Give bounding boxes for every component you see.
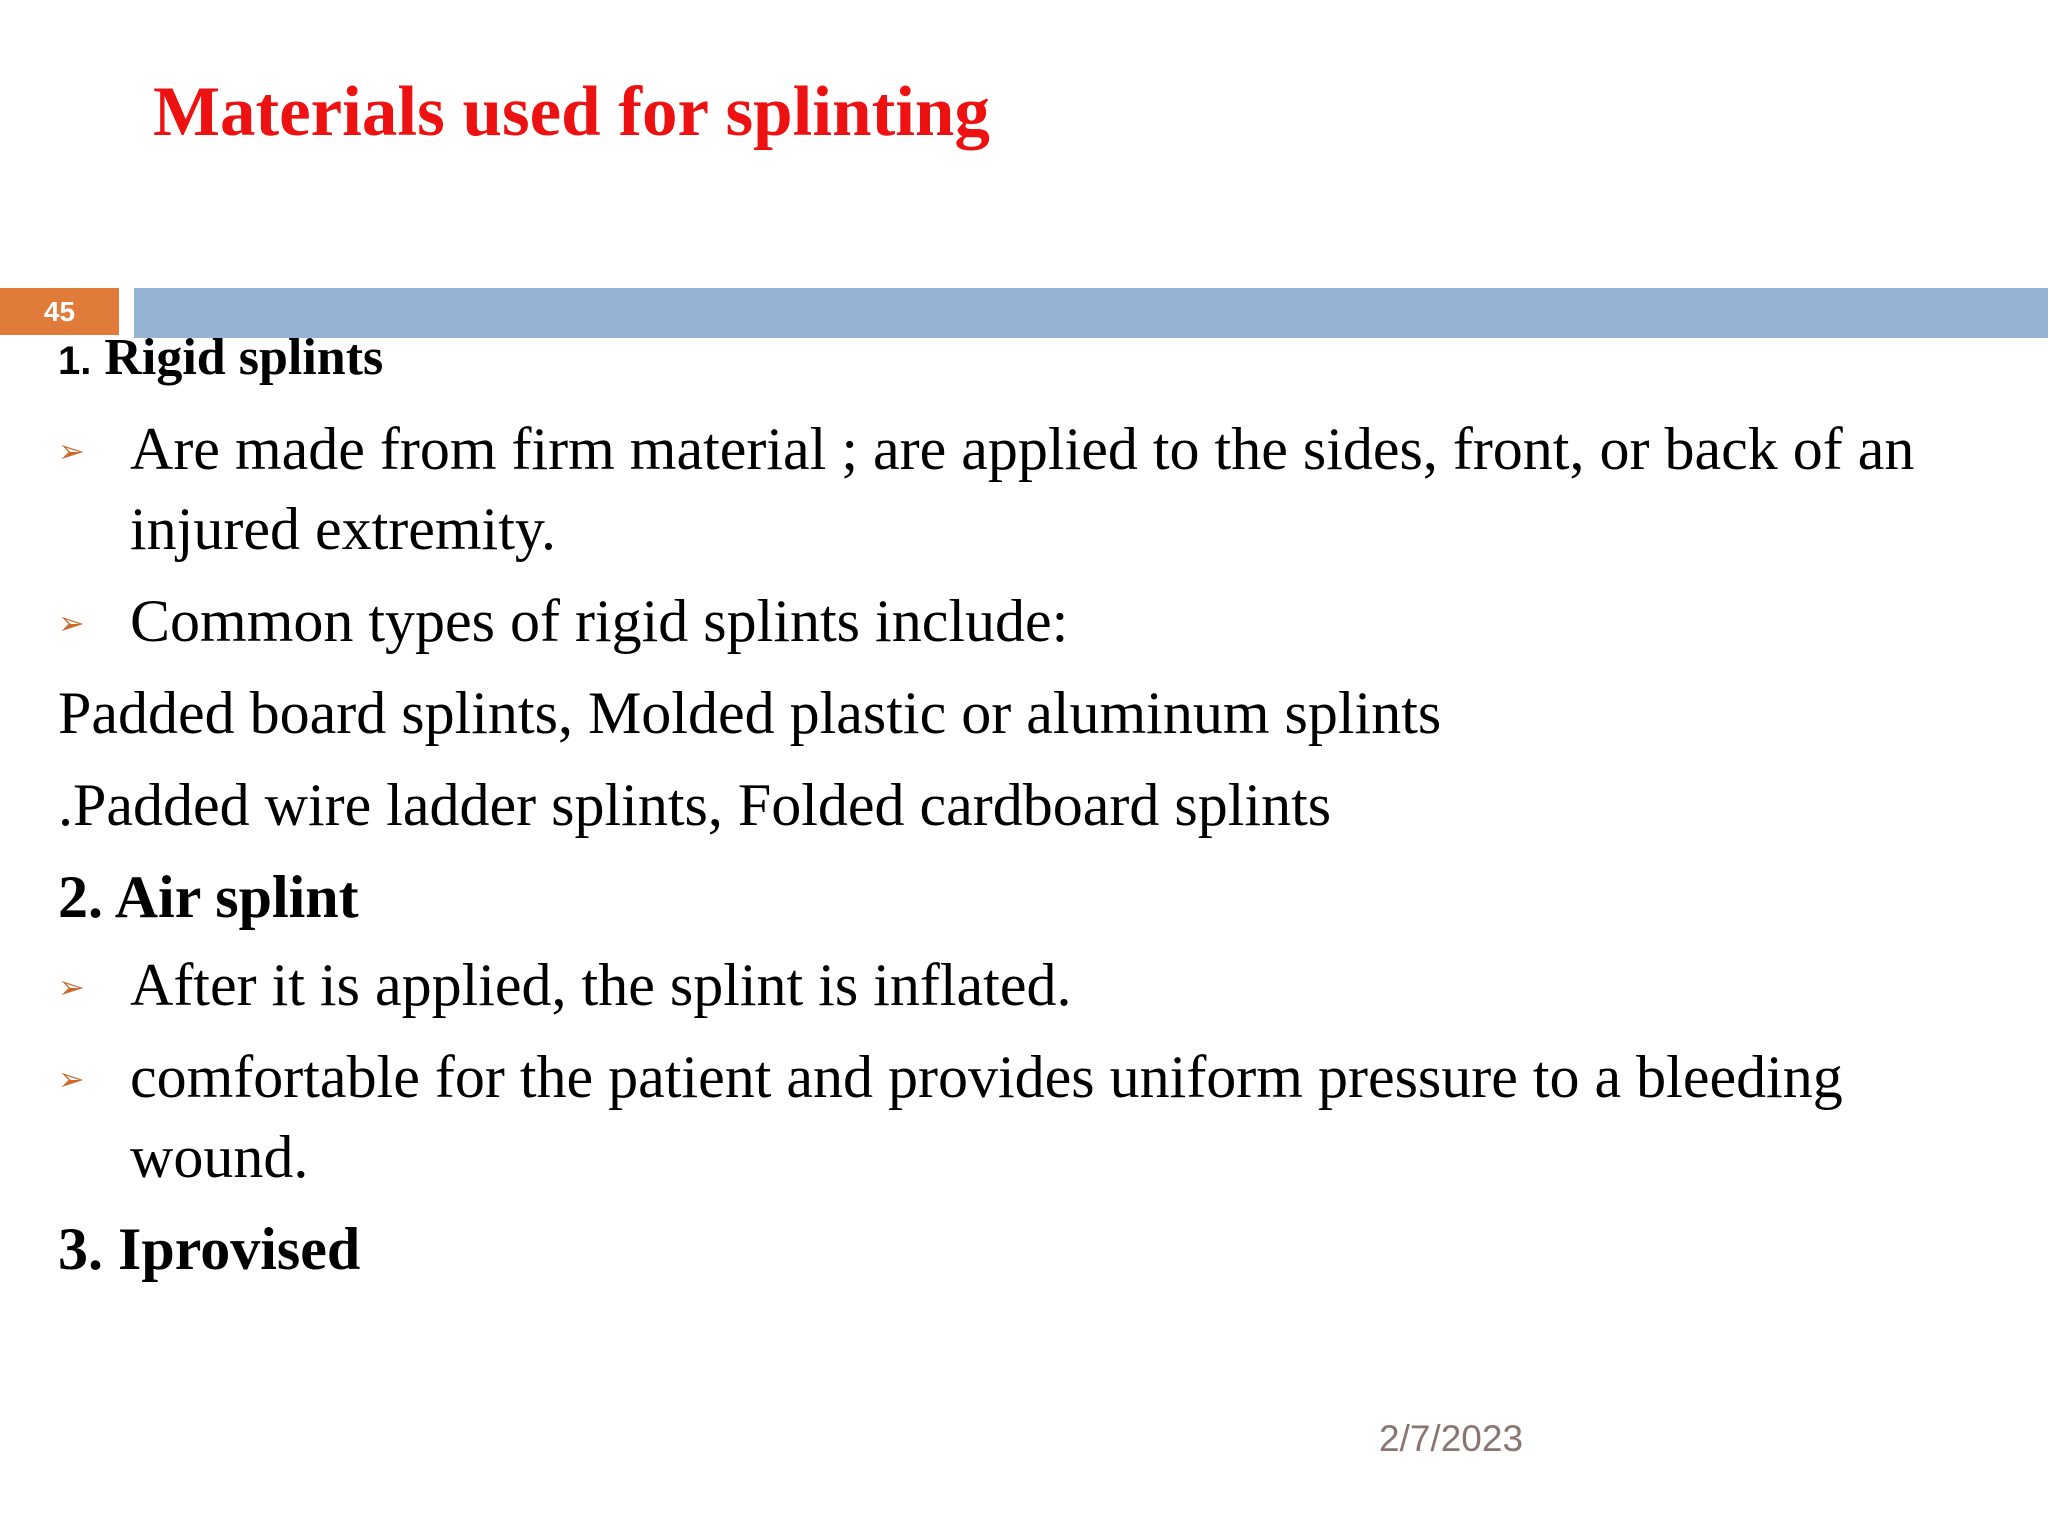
bullet-item [58,945,1958,1025]
heading-improvised: 3. Iprovised [58,1216,361,1282]
slide-number: 45 [43,295,76,327]
arrow-bullet-icon: ➢ [58,968,85,1006]
slide-title: Materials used for splinting [153,73,990,151]
slide-body [58,318,1958,1289]
bullet-item [58,581,1958,661]
bullet-item [58,409,1958,569]
heading-rigid-splints [58,318,1958,401]
bullet-text: Common types of rigid splints include: [130,588,1069,654]
bullet-item [58,1037,1958,1197]
heading-number: 1. [58,339,92,383]
bullet-text: Are made from firm material ; are applied to the sides, front, or back of an injured extremity. [130,416,1915,562]
arrow-bullet-icon: ➢ [58,432,85,470]
bullet-text: After it is applied, the splint is inflated. [130,952,1072,1018]
arrow-bullet-icon: ➢ [58,1060,85,1098]
slide-date: 2/7/2023 [1379,1418,1524,1459]
arrow-bullet-icon: ➢ [58,604,85,642]
bullet-text: comfortable for the patient and provides uniform pressure to a bleeding wound. [130,1044,1843,1190]
splint-types-line: .Padded wire ladder splints, Folded cardboard splints [58,772,1332,838]
splint-types-line: Padded board splints, Molded plastic or aluminum splints [58,680,1442,746]
heading-air-splint: 2. Air splint [58,864,359,930]
heading-text: Rigid splints [104,329,384,386]
